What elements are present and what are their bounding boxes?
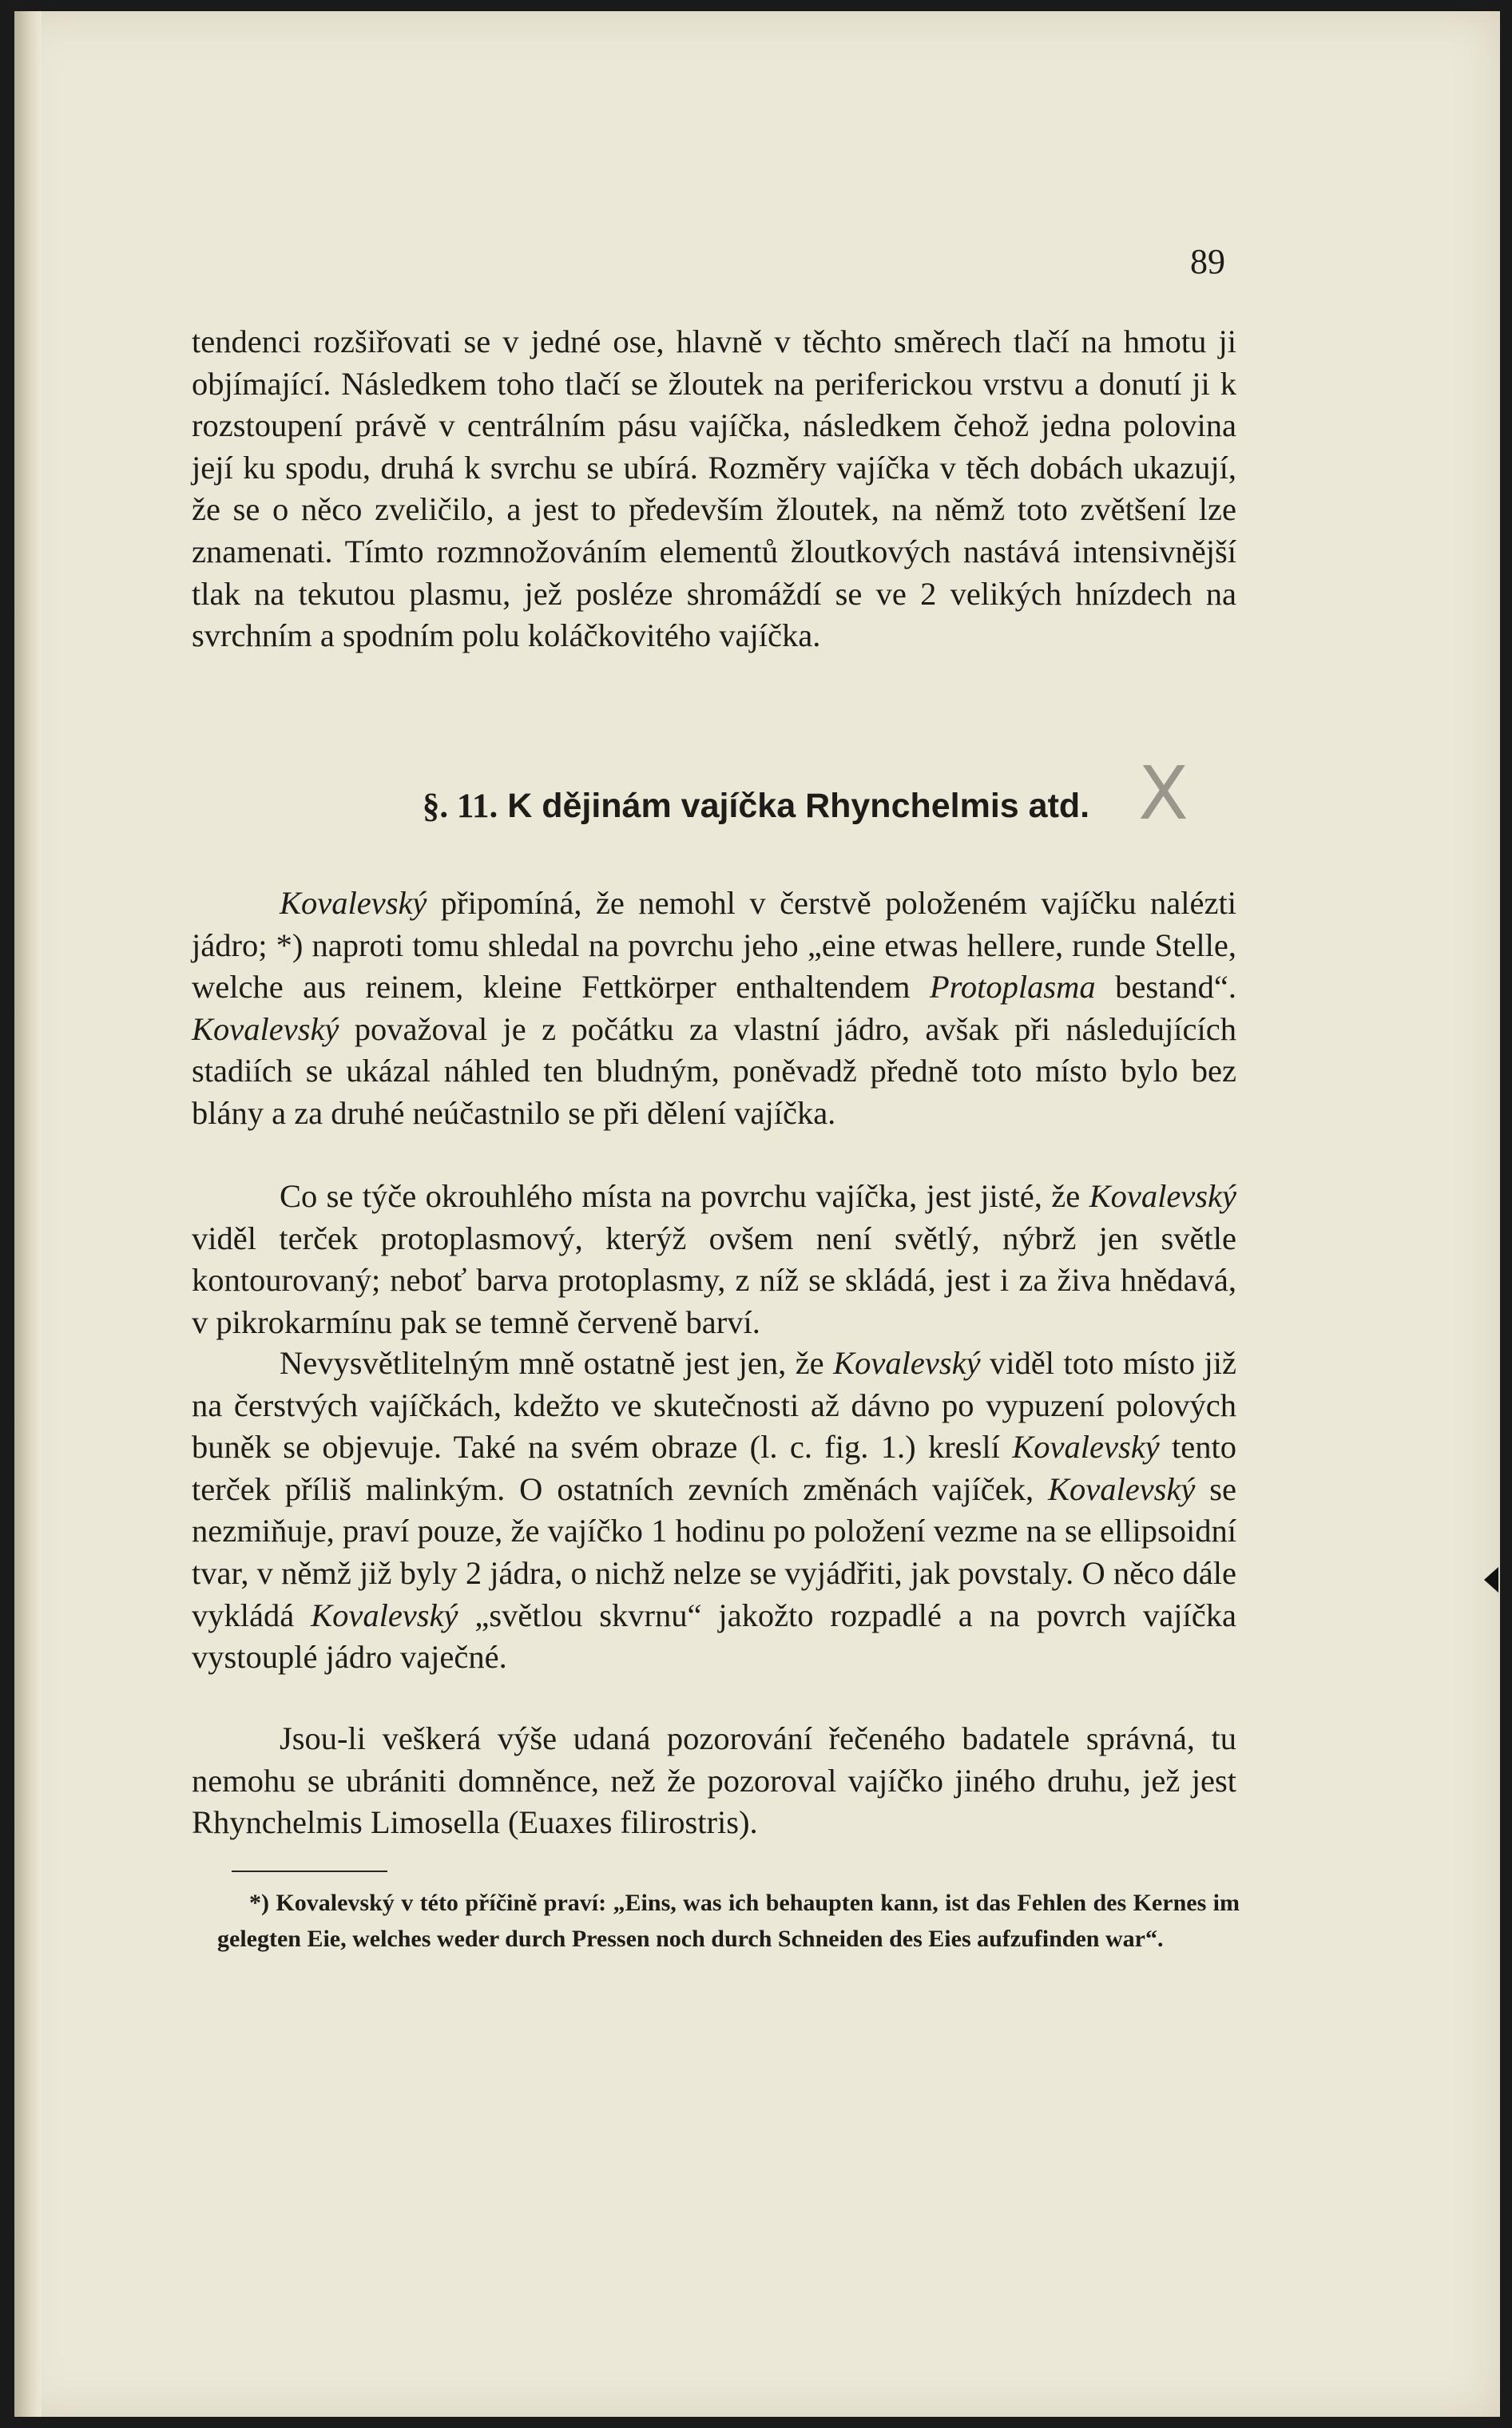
- paragraph-5: Jsou-li veškerá výše udaná pozorování řečeného badatele správná, tu nemohu se ubrániti domněnce, než že pozoroval vajíčko jiného druhu, jež jest Rhynchelmis Limosella (Euaxes filirostris).: [192, 1720, 1236, 1841]
- paragraph-text: viděl toto místo již na čerstvých vajíčkách, kdežto ve skutečnosti až dávno po vypuzení polových buněk se objevuje. Také na svém obraze (l. c. fig. 1.) kreslí: [192, 1345, 1236, 1466]
- term-italic: Protoplasma: [929, 969, 1096, 1006]
- paragraph-4: [192, 1343, 1236, 1679]
- paragraph-text: Nevysvětlitelným mně ostatně jest jen, že: [280, 1345, 834, 1381]
- author-name: Kovalevský: [1012, 1429, 1160, 1466]
- page-number: 89: [1190, 242, 1225, 281]
- page-binding-shadow: [14, 11, 42, 2417]
- paragraph-text: se nezmiňuje, praví pouze, že vajíčko 1 hodinu po položení vezme na se ellipsoidní tvar, v němž již byly 2 jádra, o nichž nelze se vyjádřiti, jak povstaly. O něco dále vykládá: [192, 1470, 1236, 1633]
- paragraph-text: považoval je z počátku za vlastní jádro, avšak při následujících stadiích se ukázal náhled ten bludným, poněvadž předně toto místo bylo bez blány a za druhé neúčastnilo se při dělení vajíčka.: [192, 1010, 1236, 1131]
- pencil-mark: X: [1138, 751, 1189, 836]
- paragraph-2: [192, 883, 1236, 1135]
- paragraph-text: bestand“.: [1095, 969, 1236, 1006]
- section-title: K dějinám vajíčka Rhynchelmis atd.: [507, 787, 1090, 825]
- footnote-divider: [232, 1871, 387, 1872]
- paragraph-text: viděl terček protoplasmový, kterýž ovšem není světlý, nýbrž jen světle kontourovaný; neboť barva protoplasmy, z níž se skládá, jest i za živa hnědavá, v pikrokarmínu pak se temně červeně barví.: [192, 1220, 1236, 1340]
- author-name: Kovalevský: [1089, 1178, 1236, 1214]
- paragraph-text: „světlou skvrnu“ jakožto rozpadlé a na povrch vajíčka vystouplé jádro vaječné.: [192, 1597, 1236, 1676]
- page-edge-marker: [1484, 1567, 1498, 1593]
- footnote: *) Kovalevský v této příčině praví: „Eins, was ich behaupten kann, ist das Fehlen des Kernes im gelegten Eie, welches weder durch Pressen noch durch Schneiden des Eies aufzufinden war“.: [217, 1890, 1240, 1952]
- author-name: Kovalevský: [311, 1597, 458, 1633]
- author-name: Kovalevský: [833, 1345, 981, 1381]
- section-heading: [0, 787, 1512, 826]
- paragraph-text: tento terček příliš malinkým. O ostatních zevních změnách vajíček,: [192, 1429, 1236, 1507]
- author-name: Kovalevský: [1047, 1470, 1196, 1507]
- section-number: §. 11.: [422, 788, 498, 825]
- author-name: Kovalevský: [280, 885, 427, 921]
- paragraph-text: Co se týče okrouhlého místa na povrchu vajíčka, jest jisté, že: [280, 1178, 1089, 1214]
- author-name: Kovalevský: [192, 1010, 339, 1047]
- paragraph-text: připomíná, že nemohl v čerstvě položeném vajíčku nalézti jádro; *) naproti tomu shledal na povrchu jeho „eine etwas hellere, runde Stelle, welche aus reinem, kleine Fettkörper enthaltendem: [192, 885, 1236, 1006]
- paragraph-3: [192, 1176, 1236, 1343]
- paragraph-1: tendenci rozšiřovati se v jedné ose, hlavně v těchto směrech tlačí na hmotu ji objímající. Následkem toho tlačí se žloutek na periferickou vrstvu a donutí ji k rozstoupení právě v centrálním pásu vajíčka, následkem čehož jedna polovina její ku spodu, druhá k svrchu se ubírá. Rozměry vajíčka v těch dobách ukazují, že se o něco zveličilo, a jest to především žloutek, na němž toto zvětšení lze znamenati. Tímto rozmnožováním elementů žloutkových nastává intensivnější tlak na tekutou plasmu, jež posléze shromáždí se ve 2 velikých hnízdech na svrchním a spodním polu koláčkovitého vajíčka.: [192, 323, 1236, 654]
